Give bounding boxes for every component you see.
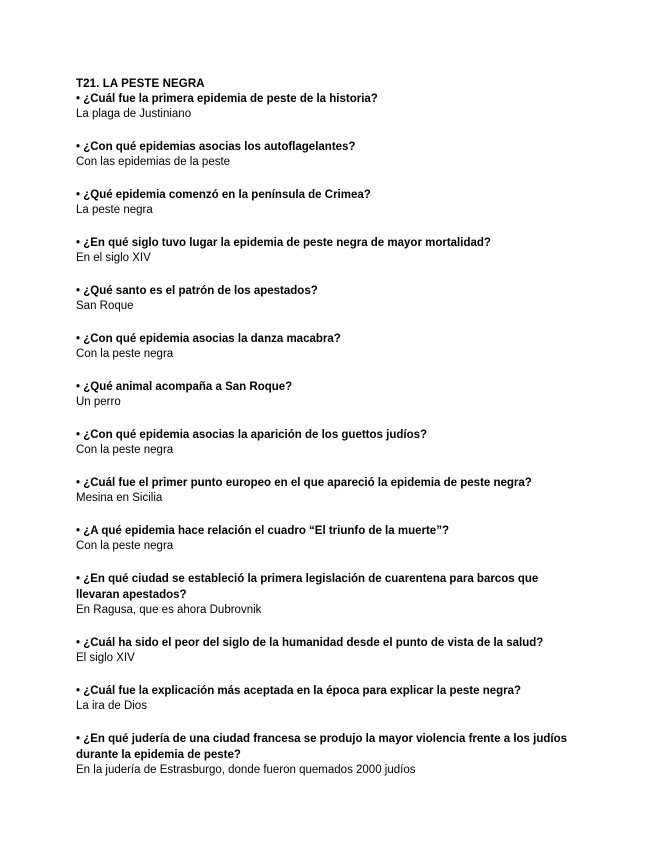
- answer-text: En la judería de Estrasburgo, donde fueron quemados 2000 judíos: [76, 764, 416, 776]
- answer-text: En el siglo XIV: [76, 252, 151, 264]
- qa-item: [76, 139, 576, 170]
- qa-item: [76, 635, 576, 666]
- question-text: • ¿Cuál fue la explicación más aceptada en la época para explicar la peste negra?: [76, 685, 522, 697]
- qa-item: [76, 571, 576, 618]
- answer-text: El siglo XIV: [76, 652, 135, 664]
- question-text: • ¿Con qué epidemia asocias la aparición de los guettos judíos?: [76, 429, 428, 441]
- question-text: • ¿Qué animal acompaña a San Roque?: [76, 381, 293, 393]
- question-text: • ¿Cuál ha sido el peor del siglo de la humanidad desde el punto de vista de la salud?: [76, 637, 544, 649]
- qa-item: [76, 331, 576, 362]
- qa-item: [76, 523, 576, 554]
- question-text: • ¿Con qué epidemia asocias la danza macabra?: [76, 333, 341, 345]
- qa-item: [76, 731, 576, 778]
- question-text: • ¿Con qué epidemias asocias los autoflagelantes?: [76, 141, 356, 153]
- qa-item: [76, 683, 576, 714]
- answer-text: La peste negra: [76, 204, 153, 216]
- answer-text: Con la peste negra: [76, 444, 174, 456]
- qa-item: [76, 91, 576, 122]
- document-title: T21. LA PESTE NEGRA: [76, 78, 205, 90]
- qa-item: [76, 283, 576, 314]
- qa-item: [76, 427, 576, 458]
- answer-text: San Roque: [76, 300, 134, 312]
- answer-text: La ira de Dios: [76, 700, 147, 712]
- question-text: • ¿Qué epidemia comenzó en la península de Crimea?: [76, 189, 371, 201]
- question-text: • ¿En qué judería de una ciudad francesa se produjo la mayor violencia frente a los judíos durante la epidemia de peste?: [76, 733, 567, 761]
- answer-text: La plaga de Justiniano: [76, 108, 192, 120]
- question-text: • ¿Cuál fue el primer punto europeo en el que apareció la epidemia de peste negra?: [76, 477, 532, 489]
- question-text: • ¿En qué ciudad se estableció la primera legislación de cuarentena para barcos que llevaran apestados?: [76, 573, 539, 601]
- qa-item: [76, 475, 576, 506]
- qa-item: [76, 235, 576, 266]
- answer-text: Con la peste negra: [76, 348, 174, 360]
- answer-text: Con la peste negra: [76, 540, 174, 552]
- answer-text: Un perro: [76, 396, 121, 408]
- qa-item: [76, 187, 576, 218]
- question-text: • ¿Qué santo es el patrón de los apestados?: [76, 285, 318, 297]
- answer-text: Con las epidemias de la peste: [76, 156, 231, 168]
- question-text: • ¿En qué siglo tuvo lugar la epidemia de peste negra de mayor mortalidad?: [76, 237, 491, 249]
- qa-item: [76, 379, 576, 410]
- question-text: • ¿A qué epidemia hace relación el cuadro “El triunfo de la muerte”?: [76, 525, 449, 537]
- question-text: • ¿Cuál fue la primera epidemia de peste de la historia?: [76, 93, 378, 105]
- document-body: [76, 77, 576, 795]
- answer-text: Mesina en Sicilia: [76, 492, 163, 504]
- answer-text: En Ragusa, que es ahora Dubrovnik: [76, 604, 262, 616]
